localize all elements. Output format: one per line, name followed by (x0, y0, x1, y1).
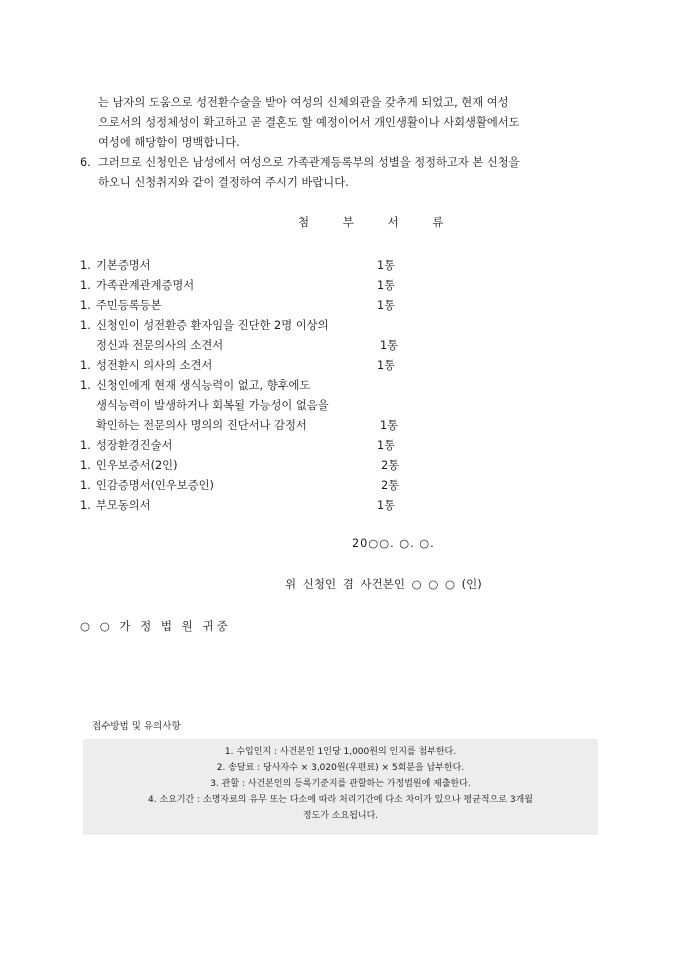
intro-line: 는 남자의 도움으로 성전환수술을 받아 여성의 신체외관을 갖추게 되었고, 현재 여성 (98, 96, 509, 109)
attachment-line: 생식능력이 발생하거나 회복될 가능성이 없음을 (96, 399, 329, 412)
attachment-line: 성전환시 의사의 소견서 (96, 359, 213, 372)
attachment-mark: 1. (80, 319, 91, 332)
intro-line: 여성에 해당함이 명백합니다. (98, 136, 240, 149)
intro-paragraph (98, 93, 520, 153)
attachment-item (80, 356, 420, 376)
attachment-line: 주민등록등본 (96, 299, 162, 312)
attachment-mark: 1. (80, 359, 91, 372)
attachment-mark: 1. (80, 379, 91, 392)
court-addressee: ○ ○ 가 정 법 원 귀중 (80, 619, 231, 633)
attachment-line: 확인하는 전문의사 명의의 진단서나 감정서 (96, 419, 307, 432)
attachment-count: 1통 (377, 299, 396, 312)
attachment-count: 1통 (377, 439, 396, 452)
attachment-count: 1통 (377, 359, 396, 372)
attachment-item (80, 276, 420, 296)
paragraph-6 (80, 153, 520, 193)
attachment-line: 가족관계관계증명서 (96, 279, 195, 292)
attachment-item (80, 496, 420, 516)
intro-line: 으로서의 성정체성이 확고하고 곧 결혼도 할 예정이어서 개인생활이나 사회생활에서도 (98, 116, 520, 129)
attachment-count: 1통 (377, 259, 396, 272)
note-item: 정도가 소요됩니다. (302, 811, 379, 821)
attachment-mark: 1. (80, 259, 91, 272)
paragraph-6-line: 하오니 신청취지와 같이 결정하여 주시기 바랍니다. (98, 176, 349, 189)
attachment-item (80, 436, 420, 456)
attachment-line: 성장환경진술서 (96, 439, 173, 452)
notes-box (83, 739, 598, 835)
attachment-item (80, 376, 420, 436)
attachment-line: 기본증명서 (96, 259, 151, 272)
attachment-count: 2통 (381, 479, 400, 492)
note-item: 1. 수입인지 : 사건본인 1인당 1,000원의 인지를 첨부한다. (224, 747, 457, 757)
attachment-count: 1통 (377, 499, 396, 512)
attachments-list (80, 256, 420, 516)
note-item: 2. 송달료 : 당사자수 × 3,020원(우편료) × 5회분을 납부한다. (216, 763, 465, 773)
filing-date: 20○○. ○. ○. (352, 537, 435, 550)
attachment-mark: 1. (80, 479, 91, 492)
paragraph-6-line: 그러므로 신청인은 남성에서 여성으로 가족관계등록부의 성별을 정정하고자 본 신청을 (98, 156, 520, 169)
attachment-mark: 1. (80, 499, 91, 512)
note-item: 4. 소요기간 : 소명자료의 유무 또는 다소에 따라 처리기간에 다소 차이가 있으나 평균적으로 3개월 (148, 795, 533, 805)
attachment-line: 신청인에게 현재 생식능력이 없고, 향후에도 (96, 379, 311, 392)
attachment-mark: 1. (80, 299, 91, 312)
attachment-count: 1통 (380, 419, 399, 432)
attachment-count: 1통 (377, 279, 396, 292)
attachments-heading: 첨 부 서 류 (298, 215, 459, 229)
attachment-line: 인우보증서(2인) (96, 459, 178, 472)
attachment-line: 정신과 전문의사의 소견서 (96, 339, 224, 352)
attachment-mark: 1. (80, 439, 91, 452)
attachment-line: 부모동의서 (96, 499, 151, 512)
attachment-mark: 1. (80, 459, 91, 472)
attachment-item (80, 296, 420, 316)
attachment-count: 1통 (380, 339, 399, 352)
attachment-item (80, 476, 420, 496)
note-item: 3. 관할 : 사건본인의 등록기준지를 관할하는 가정법원에 제출한다. (210, 779, 471, 789)
paragraph-6-number: 6. (80, 156, 91, 169)
attachment-line: 신청인이 성전환증 환자임을 진단한 2명 이상의 (96, 319, 329, 332)
signer-line: 위 신청인 겸 사건본인 ○ ○ ○ (인) (285, 577, 482, 591)
attachment-item (80, 316, 420, 356)
attachment-mark: 1. (80, 279, 91, 292)
attachment-line: 인감증명서(인우보증인) (96, 479, 214, 492)
attachment-item (80, 256, 420, 276)
notes-title: 접수방법 및 유의사항 (92, 721, 181, 732)
attachment-item (80, 456, 420, 476)
attachment-count: 2통 (381, 459, 400, 472)
